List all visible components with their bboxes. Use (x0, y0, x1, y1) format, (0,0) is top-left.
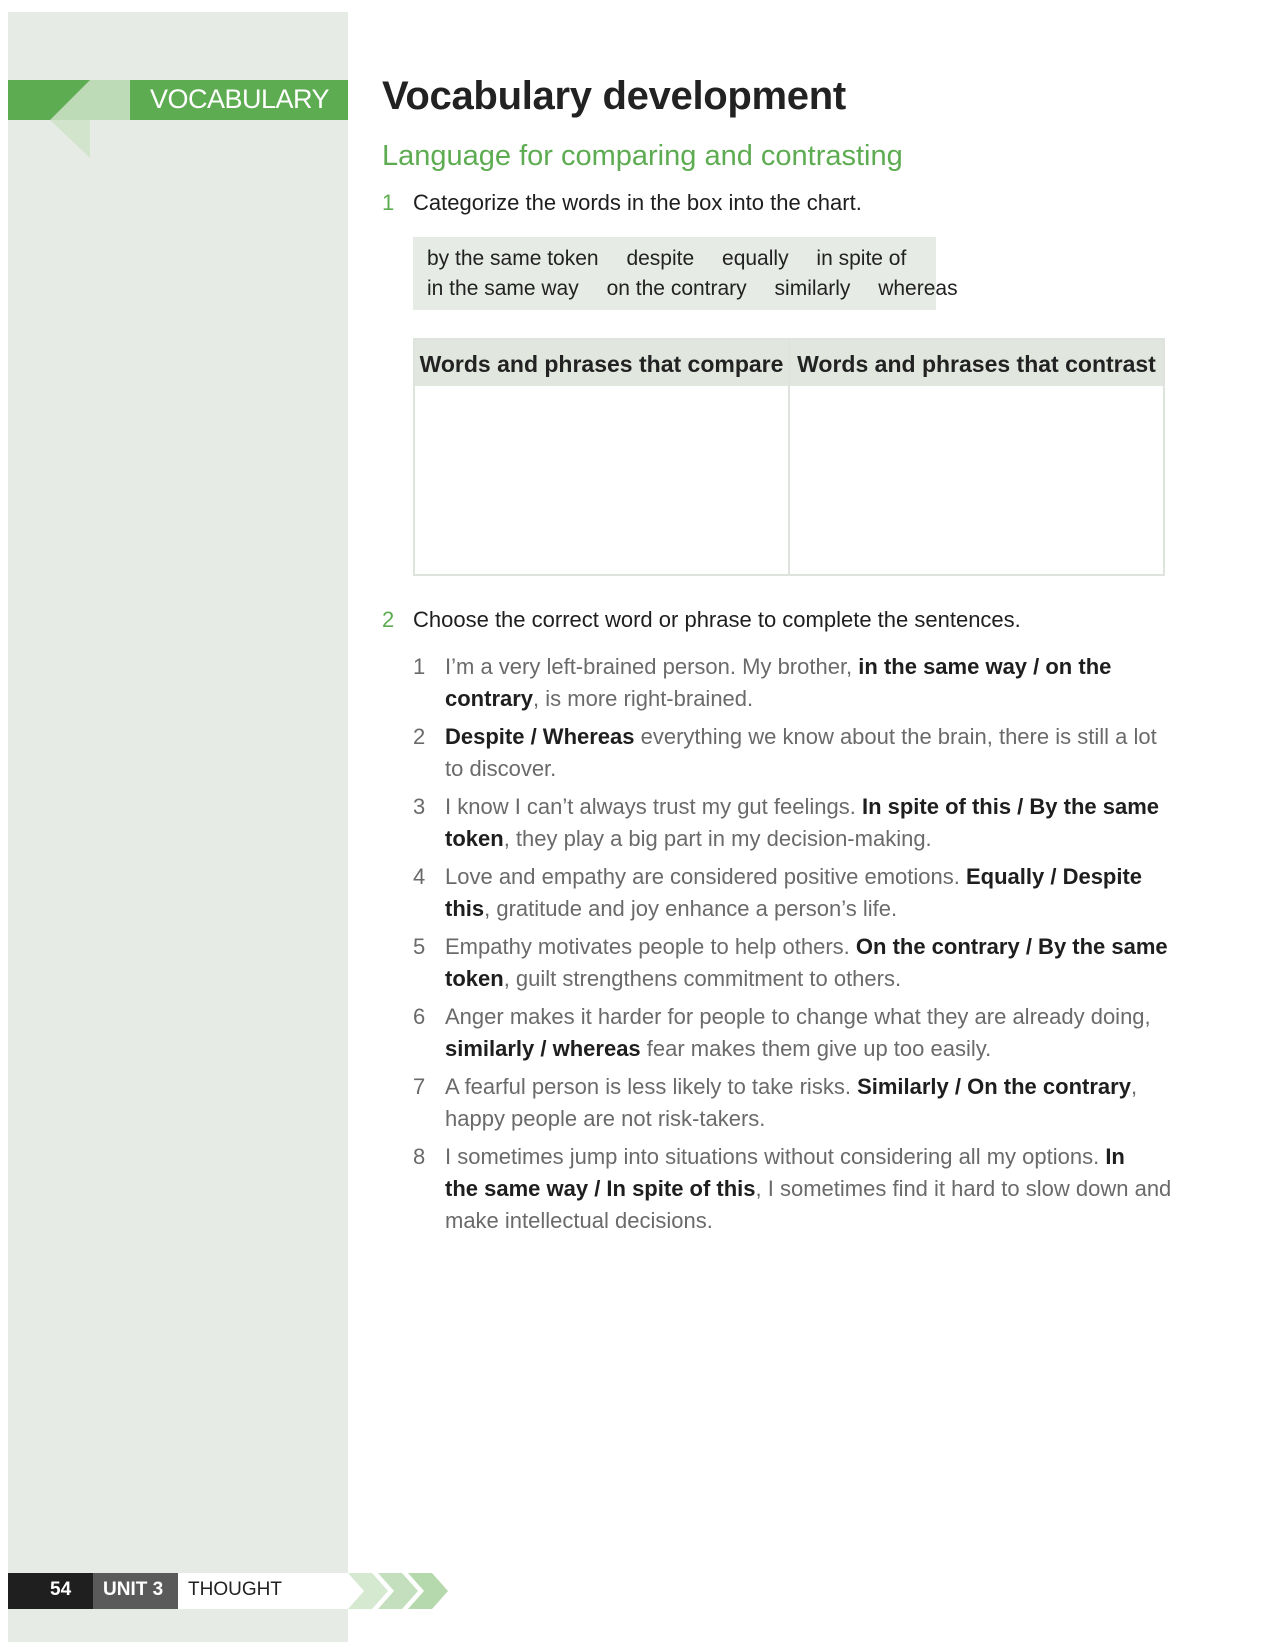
item-text: Empathy motivates people to help others. (445, 934, 856, 959)
item-number: 8 (413, 1144, 426, 1169)
page-number: 54 (50, 1579, 72, 1600)
answer-choice[interactable]: Equally / Despite (965, 864, 1143, 889)
answer-choice[interactable]: contrary (445, 686, 534, 711)
item-text: I know I can’t always trust my gut feelings. (445, 794, 862, 819)
exercise-2-instruction: Choose the correct word or phrase to complete the sentences. (413, 607, 1021, 632)
item-text: , gratitude and joy enhance a person’s life. (484, 896, 898, 921)
item-text: A fearful person is less likely to take risks. (445, 1074, 858, 1099)
item-text: make intellectual decisions. (445, 1208, 713, 1233)
unit-label: UNIT 3 (103, 1579, 164, 1600)
item-text: , is more right-brained. (533, 686, 754, 711)
answer-choice[interactable]: this (445, 896, 485, 921)
answer-choice[interactable]: the same way / In spite of this (445, 1176, 756, 1201)
categorize-chart (413, 338, 1165, 576)
item-text: , guilt strengthens commitment to others. (503, 966, 902, 991)
item-text: happy people are not risk-takers. (445, 1106, 766, 1131)
item-number: 3 (413, 794, 426, 819)
answer-choice[interactable]: Similarly / On the contrary (857, 1074, 1131, 1099)
word-item: on the contrary (606, 277, 747, 300)
exercise-2-number: 2 (382, 607, 395, 632)
answer-choice[interactable]: in the same way / on the (858, 654, 1112, 679)
item-number: 1 (413, 654, 426, 679)
sidebar (8, 12, 348, 1642)
answer-choice[interactable]: token (445, 966, 504, 991)
item-number: 5 (413, 934, 426, 959)
unit-title: THOUGHT (188, 1579, 282, 1600)
item-text: , they play a big part in my decision-making. (503, 826, 932, 851)
item-number: 4 (413, 864, 426, 889)
chart-header-compare: Words and phrases that compare (415, 340, 788, 386)
answer-choice[interactable]: On the contrary / By the same (855, 934, 1168, 959)
item-text: I’m a very left-brained person. My brother, (445, 654, 859, 679)
word-item: despite (626, 247, 695, 270)
answer-choice[interactable]: In spite of this / By the same (861, 794, 1160, 819)
word-item: in the same way (427, 277, 579, 300)
answer-choice[interactable]: similarly / whereas (445, 1036, 641, 1061)
word-box-line-1 (427, 247, 928, 271)
answer-choice[interactable]: In (1105, 1144, 1125, 1169)
item-number: 7 (413, 1074, 426, 1099)
compare-answer-cell[interactable] (415, 386, 788, 576)
item-text: to discover. (445, 756, 557, 781)
exercise-1-number: 1 (382, 190, 395, 215)
word-item: whereas (878, 277, 958, 300)
chart-header-contrast: Words and phrases that contrast (790, 340, 1163, 386)
section-tab-label: VOCABULARY (150, 84, 330, 114)
item-number: 2 (413, 724, 426, 749)
word-item: similarly (774, 277, 851, 300)
word-item: in spite of (816, 247, 907, 270)
item-text: Anger makes it harder for people to change what they are already doing, (445, 1004, 1151, 1029)
word-item: equally (722, 247, 789, 270)
item-text: , I sometimes find it hard to slow down and (755, 1176, 1172, 1201)
tab-arrow-icon (50, 80, 150, 160)
answer-choice[interactable]: token (445, 826, 504, 851)
page-title: Vocabulary development (382, 74, 846, 118)
exercise-1-instruction: Categorize the words in the box into the chart. (413, 190, 862, 215)
item-text: Love and empathy are considered positive emotions. (445, 864, 966, 889)
chevron-arrows-icon (348, 1573, 468, 1609)
item-text: everything we know about the brain, there is still a lot (634, 724, 1157, 749)
word-item: by the same token (427, 247, 599, 270)
item-text: fear makes them give up too easily. (640, 1036, 992, 1061)
item-number: 6 (413, 1004, 426, 1029)
section-subtitle: Language for comparing and contrasting (382, 140, 903, 172)
word-box (413, 237, 958, 310)
contrast-answer-cell[interactable] (790, 386, 1163, 576)
item-text: I sometimes jump into situations without considering all my options. (445, 1144, 1106, 1169)
answer-choice[interactable]: Despite / Whereas (445, 724, 635, 749)
word-box-line-2 (427, 277, 980, 301)
item-text: , (1130, 1074, 1138, 1099)
